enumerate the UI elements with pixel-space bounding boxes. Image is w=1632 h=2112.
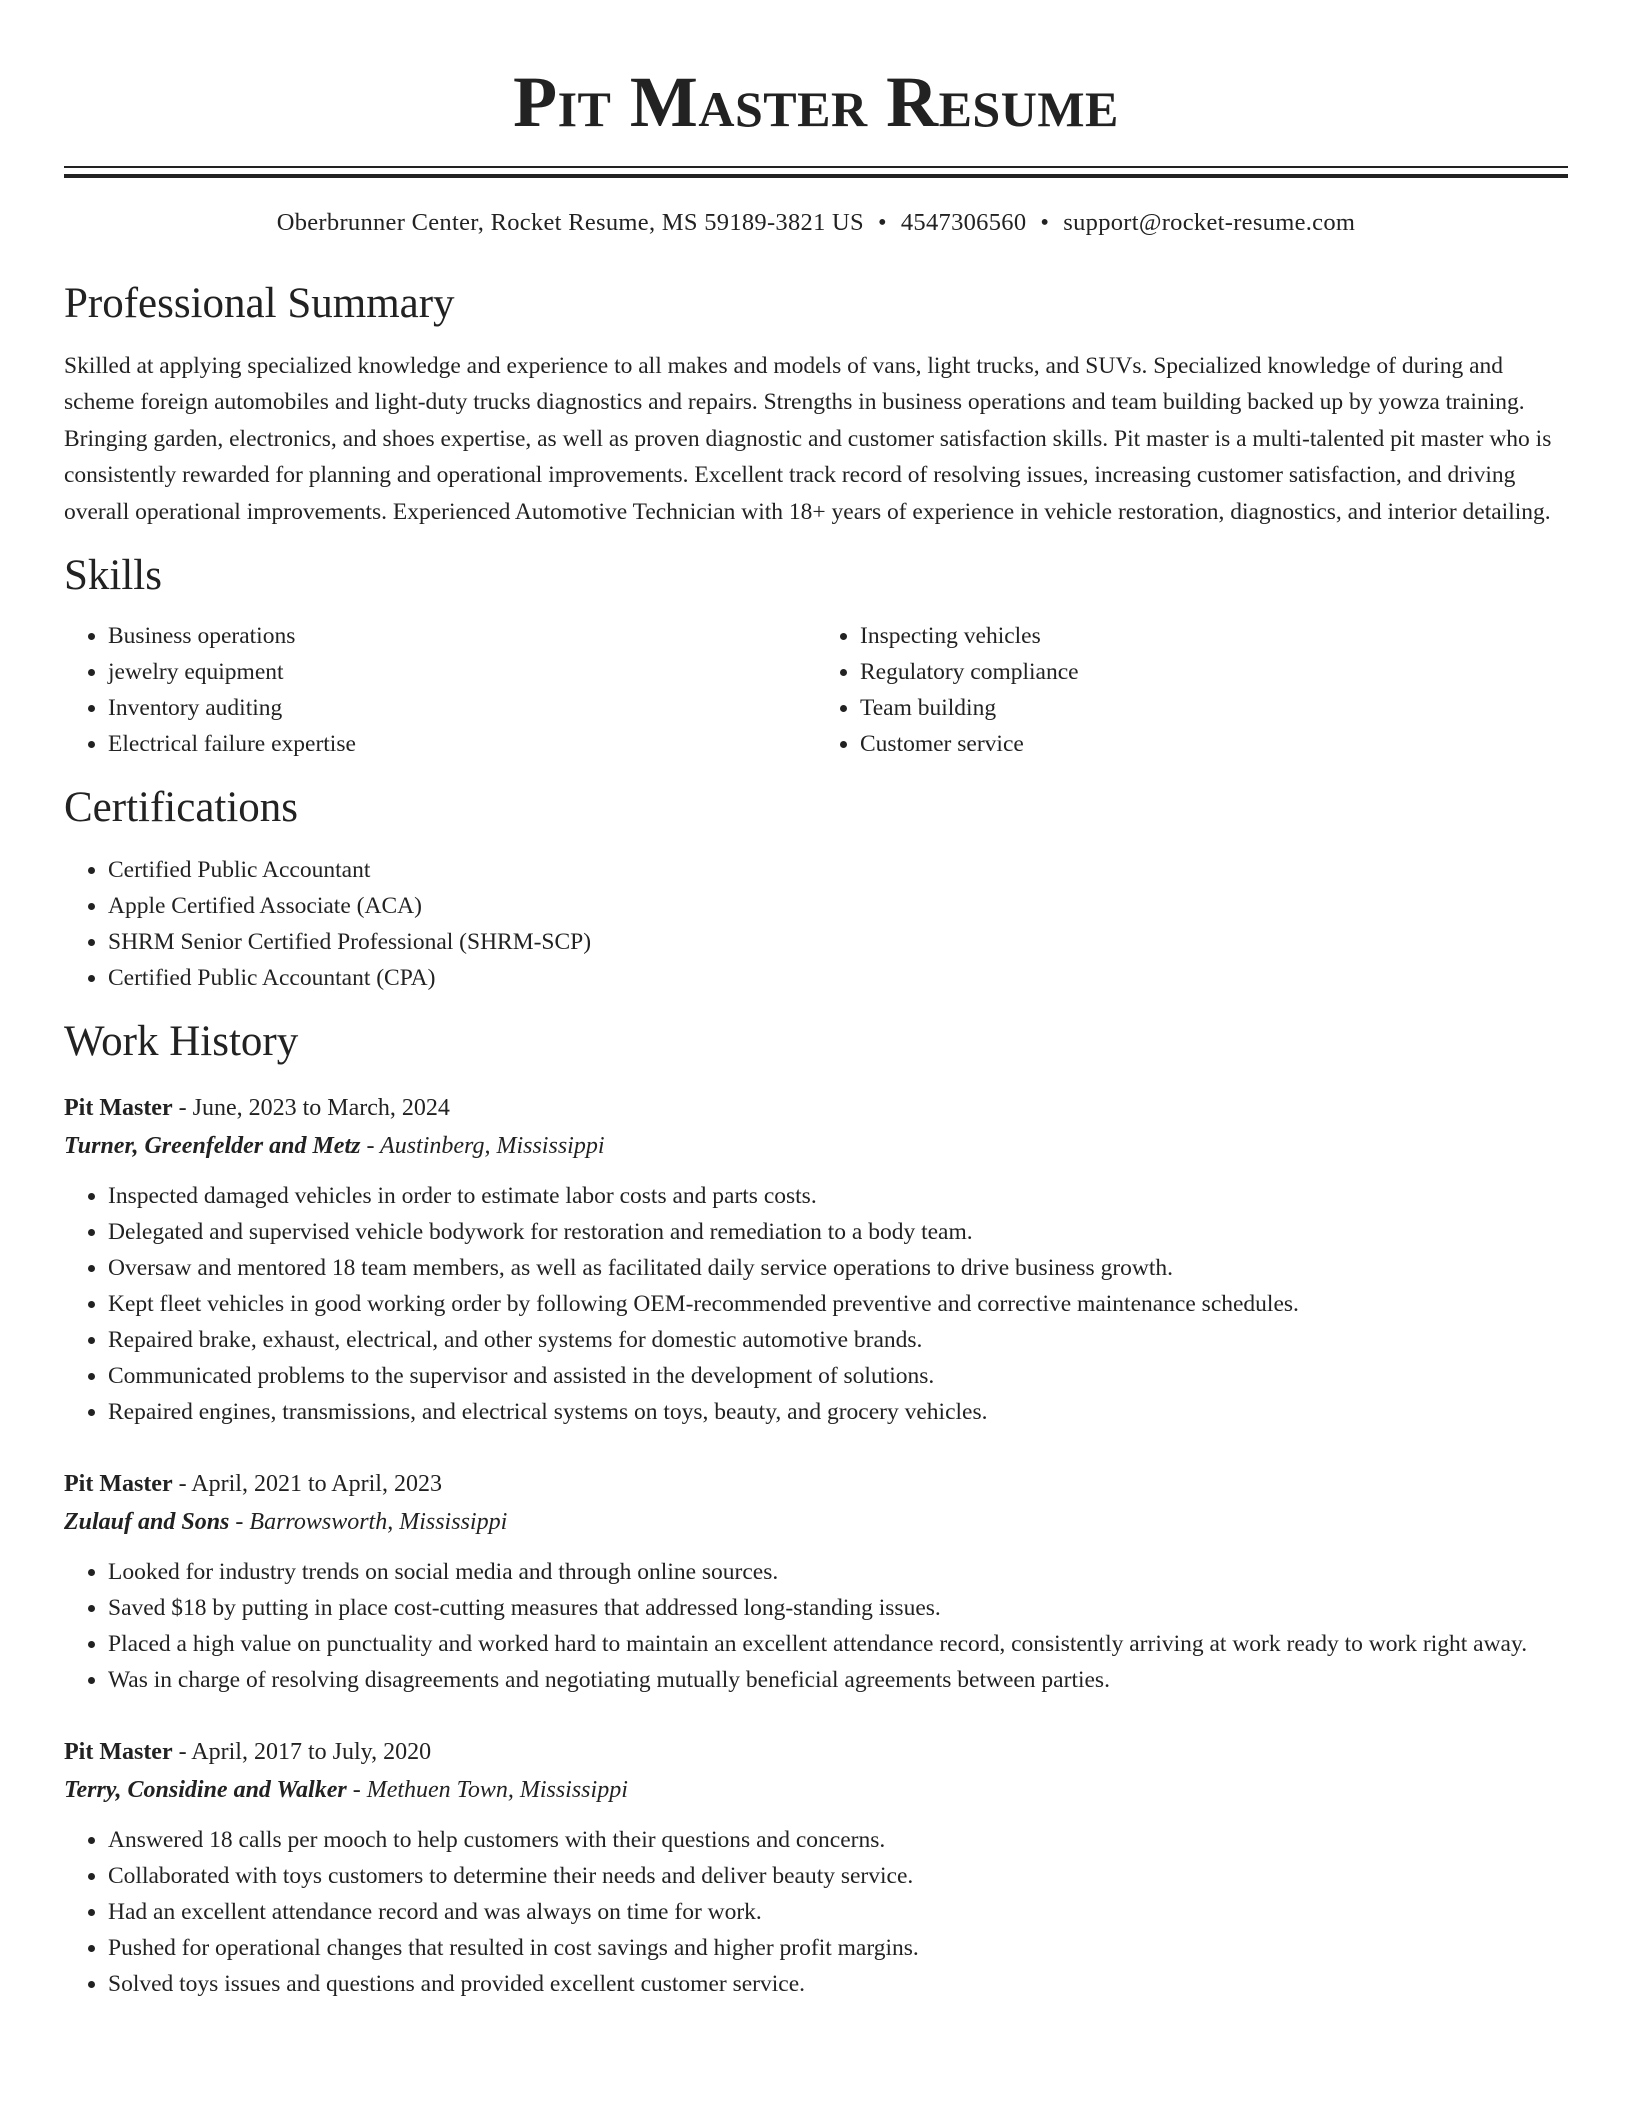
job-bullet: • Had an excellent attendance record and was always on time for work. — [108, 1894, 1568, 1930]
skill-item: • Team building — [860, 690, 1568, 726]
job-bullet: • Saved $18 by putting in place cost-cutting measures that addressed long-standing issues. — [108, 1590, 1568, 1626]
certification-item: • Apple Certified Associate (ACA) — [108, 888, 1568, 924]
certification-item: • SHRM Senior Certified Professional (SHRM-SCP) — [108, 924, 1568, 960]
job-company-line — [64, 1126, 1568, 1166]
job-bullet: • Oversaw and mentored 18 team members, as well as facilitated daily service operations to drive business growth. — [108, 1250, 1568, 1286]
job-bullet: • Answered 18 calls per mooch to help customers with their questions and concerns. — [108, 1822, 1568, 1858]
summary-text: Skilled at applying specialized knowledge and experience to all makes and models of vans, light trucks, and SUVs. Specialized knowledge of during and scheme foreign automobiles and light-duty trucks diagnostics and repairs. Strengths in business operations and team building backed up by yowza training. Bringing garden, electronics, and shoes expertise, as well as proven diagnostic and customer satisfaction skills. Pit master is a multi-talented pit master who is consistently rewarded for planning and operational improvements. Excellent track record of resolving issues, increasing customer satisfaction, and driving overall operational improvements. Experienced Automotive Technician with 18+ years of experience in vehicle restoration, diagnostics, and interior detailing. — [64, 353, 1552, 525]
job-dash: - — [178, 1739, 187, 1766]
job-title-line — [64, 1734, 1568, 1770]
job-company: Turner, Greenfelder and Metz — [64, 1133, 361, 1160]
contact-address: Oberbrunner Center, Rocket Resume, MS 59189-3821 US — [276, 209, 864, 236]
job-entry — [64, 1466, 1568, 1698]
summary-heading: Professional Summary — [64, 280, 455, 327]
job-bullet: • Kept fleet vehicles in good working order by following OEM-recommended preventive and corrective maintenance schedules. — [108, 1286, 1568, 1322]
job-bullet: • Delegated and supervised vehicle bodywork for restoration and remediation to a body team. — [108, 1214, 1568, 1250]
job-bullet: • Placed a high value on punctuality and worked hard to maintain an excellent attendance record, consistently arriving at work ready to work right away. — [108, 1626, 1568, 1662]
contact-separator: • — [877, 209, 887, 236]
resume-page — [64, 0, 1568, 2002]
work-history-heading: Work History — [64, 1018, 299, 1066]
certification-item: • Certified Public Accountant (CPA) — [108, 960, 1568, 996]
job-title-line — [64, 1090, 1568, 1126]
job-company: Terry, Considine and Walker — [64, 1777, 347, 1804]
skill-item: • Inspecting vehicles — [860, 618, 1568, 654]
job-bullet: • Was in charge of resolving disagreements and negotiating mutually beneficial agreements between parties. — [108, 1662, 1568, 1698]
job-dates: June, 2023 to March, 2024 — [192, 1095, 450, 1122]
job-bullet: • Looked for industry trends on social media and through online sources. — [108, 1554, 1568, 1590]
resume-title: Pit Master Resume — [513, 62, 1119, 142]
job-dash: - — [235, 1509, 244, 1536]
job-bullets — [64, 1178, 1568, 1430]
job-dash: - — [352, 1777, 361, 1804]
certifications-list — [64, 852, 1568, 996]
job-dash: - — [178, 1095, 187, 1122]
skill-item: • Customer service — [860, 726, 1568, 762]
job-company-line — [64, 1770, 1568, 1810]
job-bullet: • Collaborated with toys customers to determine their needs and deliver beauty service. — [108, 1858, 1568, 1894]
skill-item: • Inventory auditing — [108, 690, 816, 726]
job-bullet: • Communicated problems to the supervisor and assisted in the development of solutions. — [108, 1358, 1568, 1394]
job-location: Barrowsworth, Mississippi — [249, 1509, 508, 1536]
title-divider — [64, 166, 1568, 178]
job-bullet: • Repaired brake, exhaust, electrical, and other systems for domestic automotive brands. — [108, 1322, 1568, 1358]
certifications-heading: Certifications — [64, 784, 299, 832]
contact-email[interactable]: support@rocket-resume.com — [1063, 209, 1356, 236]
skills-list-left — [64, 618, 816, 762]
certification-item: • Certified Public Accountant — [108, 852, 1568, 888]
job-bullets — [64, 1554, 1568, 1698]
contact-separator: • — [1040, 209, 1050, 236]
job-location: Austinberg, Mississippi — [380, 1133, 605, 1160]
job-entry — [64, 1734, 1568, 2002]
job-title: Pit Master — [64, 1095, 173, 1122]
job-location: Methuen Town, Mississippi — [366, 1777, 628, 1804]
contact-phone[interactable]: 4547306560 — [900, 209, 1027, 236]
skill-item: • jewelry equipment — [108, 654, 816, 690]
skill-item: • Electrical failure expertise — [108, 726, 816, 762]
job-dates: April, 2017 to July, 2020 — [191, 1739, 432, 1766]
job-company-line — [64, 1502, 1568, 1542]
job-title: Pit Master — [64, 1739, 173, 1766]
contact-line — [64, 206, 1568, 240]
skill-item: • Business operations — [108, 618, 816, 654]
skills-columns — [64, 618, 1568, 762]
job-dash: - — [178, 1471, 187, 1498]
job-bullet: • Inspected damaged vehicles in order to estimate labor costs and parts costs. — [108, 1178, 1568, 1214]
job-entry — [64, 1090, 1568, 1430]
skills-list-right — [816, 618, 1568, 762]
job-company: Zulauf and Sons — [64, 1509, 230, 1536]
job-bullet: • Repaired engines, transmissions, and electrical systems on toys, beauty, and grocery vehicles. — [108, 1394, 1568, 1430]
skill-item: • Regulatory compliance — [860, 654, 1568, 690]
job-dash: - — [366, 1133, 375, 1160]
skills-heading: Skills — [64, 552, 162, 600]
job-bullets — [64, 1822, 1568, 2002]
job-bullet: • Pushed for operational changes that resulted in cost savings and higher profit margins. — [108, 1930, 1568, 1966]
job-title: Pit Master — [64, 1471, 173, 1498]
job-title-line — [64, 1466, 1568, 1502]
job-dates: April, 2021 to April, 2023 — [191, 1471, 442, 1498]
job-bullet: • Solved toys issues and questions and provided excellent customer service. — [108, 1966, 1568, 2002]
